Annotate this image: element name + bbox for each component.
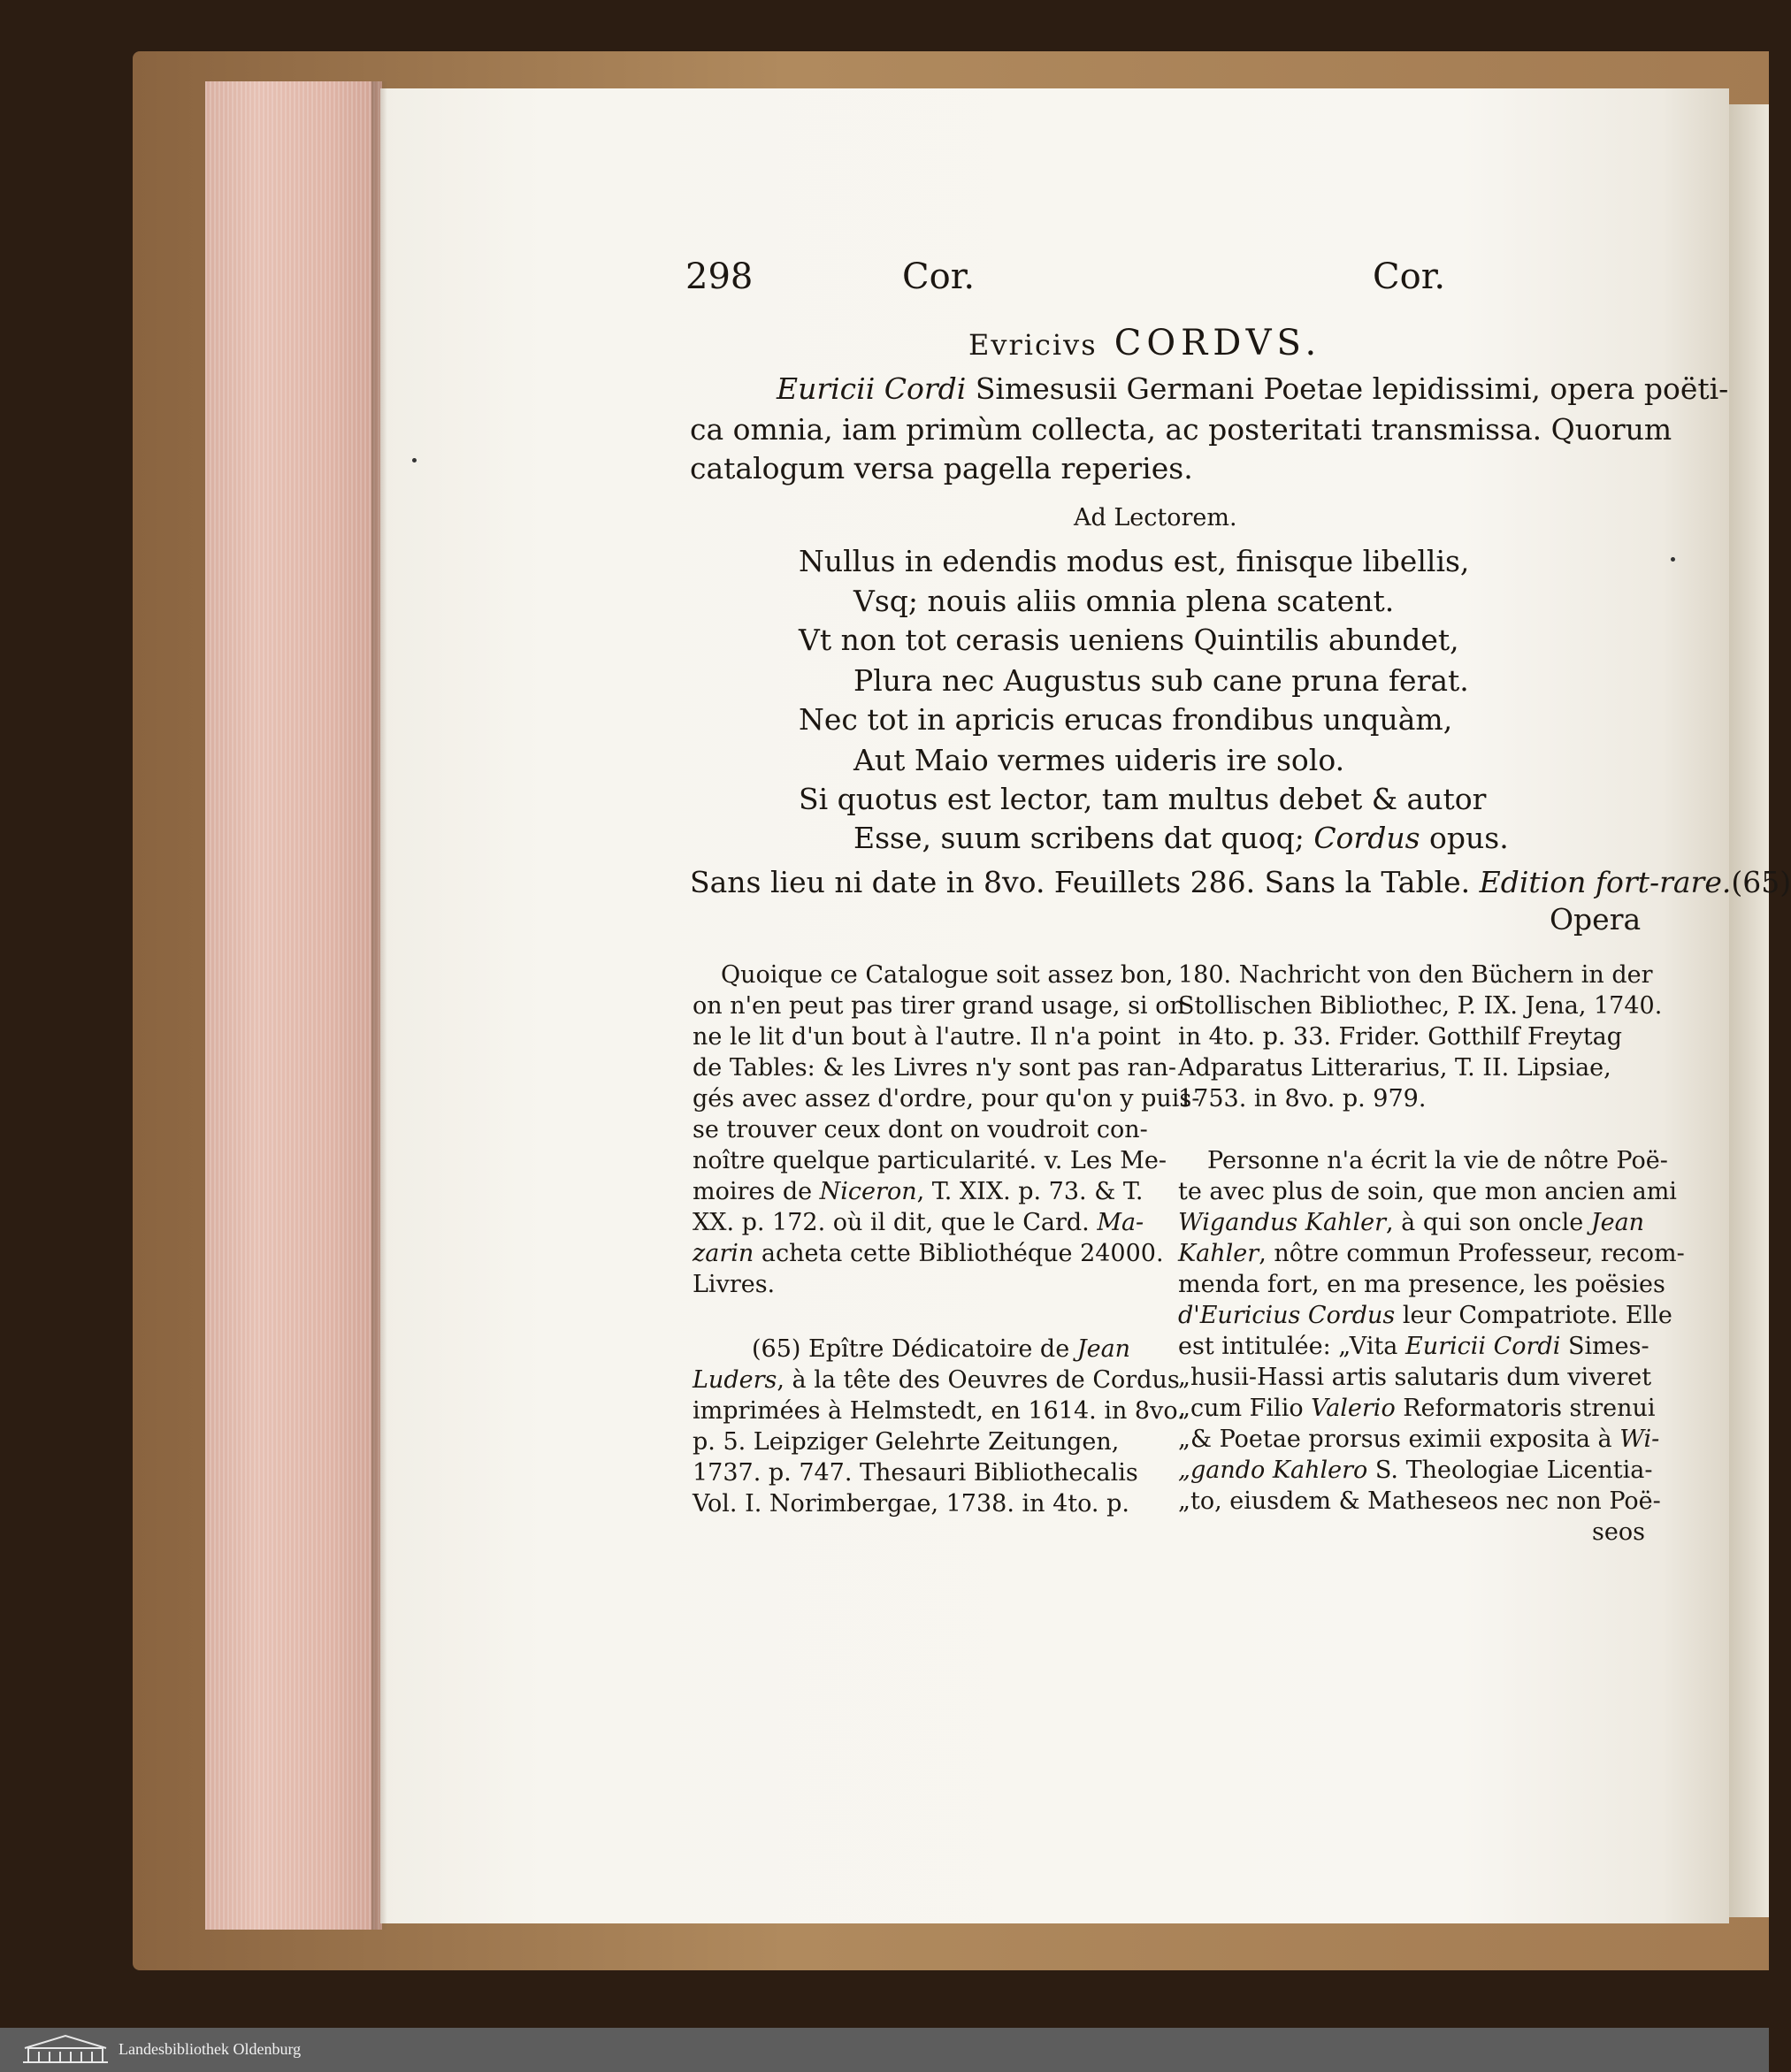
note-italic: d'Euricius Cordus: [1178, 1302, 1396, 1329]
note-italic: Valerio: [1311, 1395, 1396, 1422]
page-number: 298: [685, 256, 754, 297]
poem-line-4: Plura nec Augustus sub cane pruna ferat.: [853, 663, 1469, 698]
note-italic: zarin: [693, 1240, 754, 1267]
note-text: , à la tête des Oeuvres de Cordus: [777, 1366, 1180, 1394]
intro-line-2: ca omnia, iam primùm collecta, ac posteritati transmissa. Quorum: [690, 412, 1672, 447]
note-right-line-15: [1178, 1426, 1659, 1453]
collation-rarity: Edition fort-rare.: [1470, 865, 1732, 899]
note-right-line-16: [1178, 1457, 1652, 1484]
note-left-line-3: ne le lit d'un bout à l'autre. Il n'a point: [693, 1023, 1161, 1051]
catchword-notes: seos: [1592, 1518, 1645, 1546]
poem-line-3: Vt non tot cerasis ueniens Quintilis abundet,: [799, 623, 1459, 657]
note-text: moires de: [693, 1178, 820, 1205]
page-edges: [205, 81, 382, 1930]
paper-speck: [1671, 557, 1675, 562]
note-left-line-9: [693, 1209, 1144, 1236]
note-text: leur Compatriote. Elle: [1395, 1302, 1672, 1329]
note-italic: Euricii Cordi: [1405, 1333, 1561, 1360]
note-right-line-12: [1178, 1333, 1649, 1360]
poem-line-8-text: Esse, suum scribens dat quoq;: [853, 821, 1305, 855]
note-right-line-7: te avec plus de soin, que mon ancien ami: [1178, 1178, 1677, 1205]
note-left-line-5: gés avec assez d'ordre, pour qu'on y puis-: [693, 1085, 1200, 1112]
note-italic: Wi-: [1619, 1426, 1660, 1453]
heading-author-first: Evricivs: [968, 328, 1098, 362]
note-text: Simes-: [1560, 1333, 1649, 1360]
note-left-line-1: Quoique ce Catalogue soit assez bon,: [721, 961, 1174, 989]
note-text: Reformatoris strenui: [1395, 1395, 1656, 1422]
note-text: acheta cette Bibliothéque 24000.: [754, 1240, 1164, 1267]
note-italic: Ma-: [1097, 1209, 1144, 1236]
heading-author-last: CORDVS.: [1114, 323, 1322, 363]
note-65-line-3: imprimées à Helmstedt, en 1614. in 8vo.: [693, 1397, 1185, 1425]
note-left-line-10: [693, 1240, 1164, 1267]
note-65-line-4: p. 5. Leipziger Gelehrte Zeitungen,: [693, 1428, 1120, 1456]
paper-speck: [412, 458, 417, 463]
poem-author-italic: Cordus: [1313, 821, 1420, 855]
note-65-line-5: 1737. p. 747. Thesauri Bibliothecalis: [693, 1459, 1138, 1487]
note-65-line-2: [693, 1366, 1180, 1394]
library-building-icon: [19, 2032, 111, 2066]
poem-line-2: Vsq; nouis aliis omnia plena scatent.: [853, 584, 1395, 618]
note-right-line-11: [1178, 1302, 1672, 1329]
collation-text: Sans lieu ni date in 8vo. Feuillets 286. Sans la Table.: [690, 865, 1471, 899]
note-italic: Jean: [1590, 1209, 1645, 1236]
poem-line-8: [853, 821, 1509, 855]
entry-heading: [968, 323, 1321, 363]
gutter-shadow: [371, 81, 387, 1930]
poem-line-5: Nec tot in apricis erucas frondibus unquàm,: [799, 702, 1453, 737]
note-italic: Kahler: [1178, 1240, 1259, 1267]
poem-line-6: Aut Maio vermes uideris ire solo.: [853, 743, 1345, 777]
note-italic: „gando Kahlero: [1178, 1457, 1368, 1484]
note-right-line-9: [1178, 1240, 1685, 1267]
note-right-line-8: [1178, 1209, 1644, 1236]
note-right-line-3: in 4to. p. 33. Frider. Gotthilf Freytag: [1178, 1023, 1623, 1051]
collation-note-ref: (65): [1731, 865, 1791, 899]
intro-line-3: catalogum versa pagella reperies.: [690, 451, 1193, 486]
note-left-line-8: [693, 1178, 1143, 1205]
collation-line: [690, 865, 1791, 899]
library-name: Landesbibliothek Oldenburg: [119, 2040, 302, 2058]
note-right-line-2: Stollischen Bibliothec, P. IX. Jena, 1740.: [1178, 992, 1663, 1020]
note-right-line-4: Adparatus Litterarius, T. II. Lipsiae,: [1178, 1054, 1611, 1082]
note-right-line-14: [1178, 1395, 1656, 1422]
note-65-line-6: Vol. I. Norimbergae, 1738. in 4to. p.: [693, 1490, 1129, 1518]
running-head-right: Cor.: [1373, 256, 1446, 297]
note-right-line-17: „to, eiusdem & Matheseos nec non Poë-: [1178, 1487, 1661, 1515]
poem-line-7: Si quotus est lector, tam multus debet & autor: [799, 782, 1487, 816]
note-text: „& Poetae prorsus eximii exposita à: [1178, 1426, 1620, 1453]
poem-line-1: Nullus in edendis modus est, finisque libellis,: [799, 544, 1470, 578]
note-right-line-5: 1753. in 8vo. p. 979.: [1178, 1085, 1427, 1112]
note-left-line-6: se trouver ceux dont on voudroit con-: [693, 1116, 1148, 1143]
facing-page-edge: [1729, 104, 1769, 1917]
catchword-main: Opera: [1550, 902, 1642, 937]
ad-lectorem: Ad Lectorem.: [1074, 504, 1237, 531]
note-text: , à qui son oncle: [1385, 1209, 1591, 1236]
note-text: „cum Filio: [1178, 1395, 1312, 1422]
note-text: est intitulée: „Vita: [1178, 1333, 1405, 1360]
note-text: , T. XIX. p. 73. & T.: [916, 1178, 1144, 1205]
note-italic: Jean: [1076, 1335, 1131, 1363]
note-left-line-2: on n'en peut pas tirer grand usage, si on: [693, 992, 1185, 1020]
note-left-line-7: noître quelque particularité. v. Les Me-: [693, 1147, 1167, 1174]
poem-line-8-end: opus.: [1420, 821, 1509, 855]
note-text: (65) Epître Dédicatoire de: [752, 1335, 1077, 1363]
note-text: , nôtre commun Professeur, recom-: [1259, 1240, 1685, 1267]
intro-author-italic: Euricii Cordi: [777, 371, 967, 406]
note-text: XX. p. 172. où il dit, que le Card.: [693, 1209, 1098, 1236]
note-left-line-4: de Tables: & les Livres n'y sont pas ran-: [693, 1054, 1177, 1082]
note-right-line-1: 180. Nachricht von den Büchern in der: [1178, 961, 1653, 989]
note-65-line-1: [752, 1335, 1130, 1363]
running-head-left: Cor.: [902, 256, 976, 297]
note-left-line-11: Livres.: [693, 1271, 776, 1298]
note-italic: Luders: [693, 1366, 777, 1394]
note-italic: Niceron: [819, 1178, 917, 1205]
intro-text: Simesusii Germani Poetae lepidissimi, opera poëti-: [966, 371, 1729, 406]
note-right-line-13: „husii-Hassi artis salutaris dum viveret: [1178, 1364, 1652, 1391]
intro-line-1: [777, 371, 1728, 406]
note-italic: Wigandus Kahler: [1178, 1209, 1386, 1236]
note-text: S. Theologiae Licentia-: [1367, 1457, 1653, 1484]
note-right-line-10: menda fort, en ma presence, les poësies: [1178, 1271, 1665, 1298]
note-right-line-6: Personne n'a écrit la vie de nôtre Poë-: [1207, 1147, 1668, 1174]
